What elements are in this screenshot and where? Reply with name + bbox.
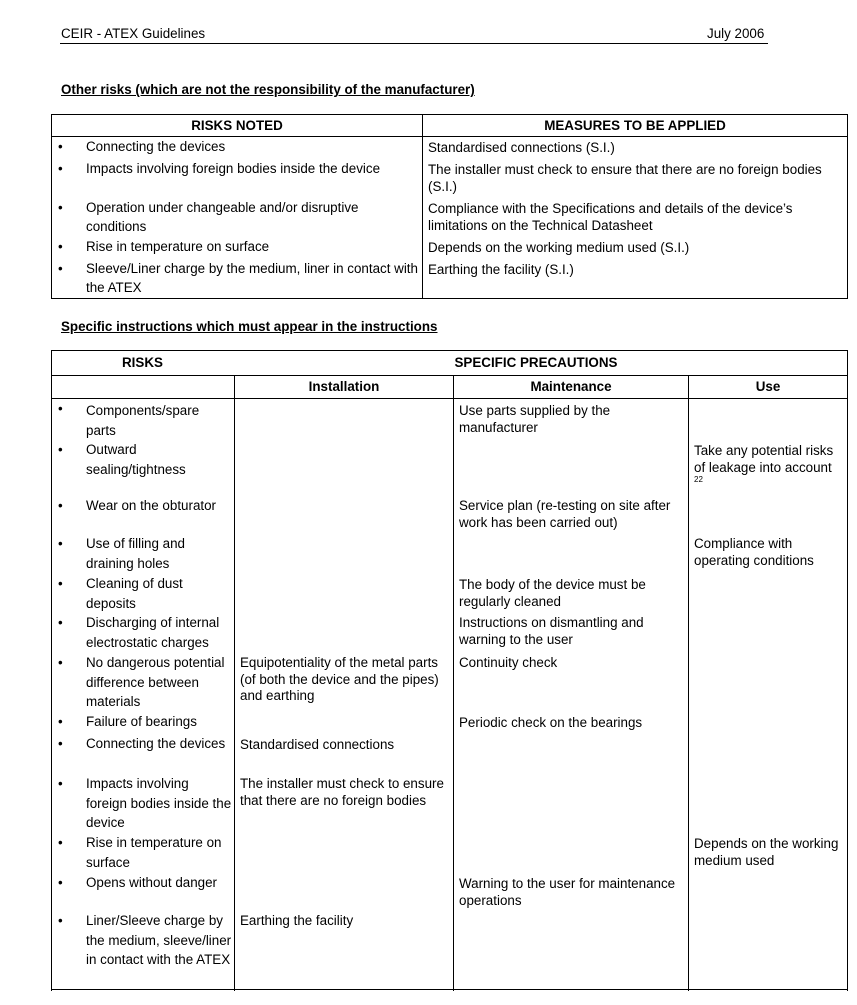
bullet-icon: • [58,238,63,254]
table-row [52,653,848,712]
risks-noted-header: RISKS NOTED [52,115,423,137]
installation-header: Installation [235,376,454,399]
installation-cell [235,873,454,911]
measure-text: Standardised connections (S.I.) [428,140,615,155]
maintenance-cell: Service plan (re-testing on site after work has been carried out) [454,496,689,534]
maintenance-cell: Periodic check on the bearings [454,712,689,734]
use-cell: Depends on the working medium used [689,833,848,873]
risk-text: Discharging of internal electrostatic charges [86,615,220,650]
risk-text: Components/spare parts [86,403,200,438]
risk-text: Operation under changeable and/or disruptive conditions [86,199,359,234]
measures-header: MEASURES TO BE APPLIED [423,115,848,137]
header-divider [60,43,768,44]
risk-text: Wear on the obturator [86,498,217,513]
bullet-icon: • [58,576,63,591]
risk-text: Impacts involving foreign bodies inside the device [86,776,232,830]
installation-cell [235,833,454,873]
bullet-icon: • [58,536,63,551]
bullet-icon: • [58,714,63,729]
table-row [52,833,848,873]
use-cell [689,734,848,774]
maintenance-cell: Instructions on dismantling and warning to the user [454,613,689,653]
bullet-icon: • [58,875,63,890]
maintenance-cell: The body of the device must be regularly cleaned [454,574,689,613]
table-bottom-border [51,989,847,990]
risk-text: Liner/Sleeve charge by the medium, sleeve/liner in contact with the ATEX [86,913,232,967]
footnote-reference: 22 [694,475,703,484]
bullet-icon: • [58,736,63,751]
bullet-icon: • [58,655,63,670]
risk-text: Connecting the devices [86,736,226,751]
risks-subheader-blank [52,376,235,399]
bullet-icon: • [58,160,63,176]
installation-cell: The installer must check to ensure that there are no foreign bodies [235,774,454,833]
use-cell [689,873,848,911]
bullet-icon: • [58,442,63,457]
section1-title: Other risks (which are not the responsibility of the manufacturer) [61,82,475,97]
other-risks-table [51,114,848,299]
installation-cell [235,574,454,613]
measure-text: Earthing the facility (S.I.) [428,261,574,277]
table-row [52,399,848,441]
maintenance-cell [454,833,689,873]
risk-text: Impacts involving foreign bodies inside the device [86,160,381,176]
bullet-icon: • [58,401,63,416]
installation-cell [235,440,454,496]
bullet-icon: • [58,835,63,850]
use-cell: Take any potential risks of leakage into account [694,443,834,475]
table-row [52,534,848,574]
installation-cell [235,613,454,653]
table-row [52,496,848,534]
maintenance-cell: Use parts supplied by the manufacturer [454,399,689,441]
document-header-title: CEIR - ATEX Guidelines [61,26,206,41]
installation-cell [235,534,454,574]
installation-cell: Earthing the facility [235,911,454,991]
table-row [52,574,848,613]
table-row [52,259,848,299]
bullet-icon: • [58,199,63,215]
use-cell [689,774,848,833]
table-row [52,712,848,734]
installation-cell [235,496,454,534]
use-cell [689,399,848,441]
table-row [52,440,848,496]
installation-cell: Equipotentiality of the metal parts (of both the device and the pipes) and earthing [235,653,454,712]
use-cell: Compliance with operating conditions [689,534,848,574]
use-cell [689,653,848,712]
installation-cell: Standardised connections [235,734,454,774]
use-cell [689,574,848,613]
maintenance-cell [454,734,689,774]
risk-text: No dangerous potential difference between materials [86,655,225,709]
use-header: Use [689,376,848,399]
table-row [52,774,848,833]
risk-text: Use of filling and draining holes [86,536,185,571]
table-row [52,198,848,237]
risk-text: Cleaning of dust deposits [86,576,183,611]
section2-title: Specific instructions which must appear in the instructions [61,319,438,334]
maintenance-cell [454,440,689,496]
table-row [52,137,848,159]
use-cell [689,911,848,991]
maintenance-cell [454,911,689,991]
table-row [52,734,848,774]
bullet-icon: • [58,498,63,513]
maintenance-cell [454,534,689,574]
measure-text: Compliance with the Specifications and details of the device’s limitations on the Technical Datasheet [428,200,793,233]
installation-cell [235,399,454,441]
table-row [52,237,848,259]
table-row [52,911,848,991]
measure-text: Depends on the working medium used (S.I.) [428,239,690,255]
installation-cell [235,712,454,734]
risk-text: Connecting the devices [86,139,226,154]
table-row [52,613,848,653]
use-cell [689,712,848,734]
maintenance-cell: Warning to the user for maintenance operations [454,873,689,911]
maintenance-cell: Continuity check [454,653,689,712]
table-row [52,873,848,911]
bullet-icon: • [58,913,63,928]
risk-text: Sleeve/Liner charge by the medium, liner in contact with the ATEX [86,260,418,295]
specific-precautions-header: SPECIFIC PRECAUTIONS [235,351,848,376]
bullet-icon: • [58,139,63,154]
maintenance-cell [454,774,689,833]
use-cell [689,496,848,534]
maintenance-header: Maintenance [454,376,689,399]
specific-instructions-table [51,350,848,991]
risk-text: Opens without danger [86,875,218,890]
use-cell [689,613,848,653]
risk-text: Rise in temperature on surface [86,238,270,254]
bullet-icon: • [58,260,63,276]
document-header-date: July 2006 [707,26,765,41]
risk-text: Rise in temperature on surface [86,835,222,870]
table-row [52,159,848,198]
risks-header: RISKS [52,351,235,376]
risk-text: Failure of bearings [86,714,197,729]
measure-text: The installer must check to ensure that there are no foreign bodies (S.I.) [428,161,822,194]
bullet-icon: • [58,615,63,630]
bullet-icon: • [58,776,63,791]
risk-text: Outward sealing/tightness [86,442,186,477]
